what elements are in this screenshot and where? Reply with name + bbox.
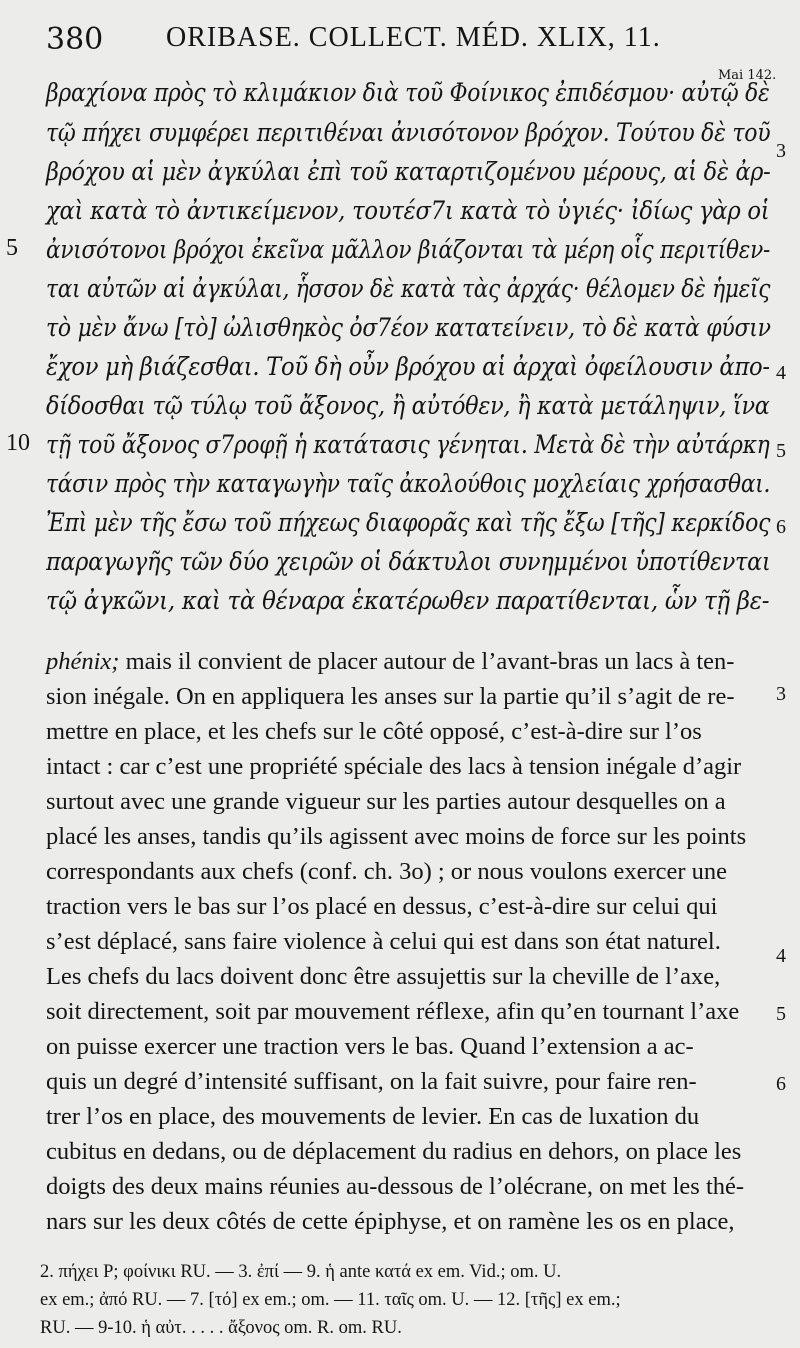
page-number: 380 <box>46 22 104 57</box>
line-number-right: 6 <box>776 516 786 538</box>
french-italic-word: phénix; <box>46 648 120 675</box>
french-line: nars sur les deux côtés de cette épiphyse, et on ramène les os en place, <box>46 1208 735 1235</box>
french-line: on puisse exercer une traction vers le bas. Quand l’extension a ac- <box>46 1033 694 1060</box>
french-line: Les chefs du lacs doivent donc être assujettis sur la cheville de l’axe, <box>46 963 721 990</box>
line-number-right: 4 <box>776 362 786 384</box>
line-number-left: 10 <box>6 430 30 456</box>
line-number-left: 5 <box>6 235 18 261</box>
margin-note: Mai 142. <box>718 68 777 83</box>
french-line: surtout avec une grande vigueur sur les parties autour desquelles on a <box>46 788 726 815</box>
greek-line: παραγωγῆς τῶν δύο χειρῶν οἱ δάκτυλοι συνημμένοι ὑποτίθενται <box>46 547 771 576</box>
line-number-right: 3 <box>776 683 786 705</box>
french-line: trer l’os en place, des mouvements de levier. En cas de luxation du <box>46 1103 700 1130</box>
running-header <box>46 22 786 62</box>
greek-line: χαὶ κατὰ τὸ ἀντικείμενον, τουτέσ7ι κατὰ τὸ ὑγιές· ἰδίως γὰρ οἱ <box>46 196 770 225</box>
greek-line: βρόχου αἱ μὲν ἀγκύλαι ἐπὶ τοῦ καταρτιζομένου μέρους, αἱ δὲ ἀρ- <box>46 157 771 186</box>
french-line: quis un degré d’intensité suffisant, on la fait suivre, pour faire ren- <box>46 1068 697 1095</box>
greek-line: τῷ ἀγκῶνι, καὶ τὰ θέναρα ἑκατέρωθεν παρατίθενται, ὧν τῇ βε- <box>46 586 770 615</box>
french-line-text: mais il convient de placer autour de l’avant-bras un lacs à ten- <box>119 648 735 675</box>
greek-line: ται αὐτῶν αἱ ἀγκύλαι, ἧσσον δὲ κατὰ τὰς ἀρχάς· θέλομεν δὲ ἡμεῖς <box>46 274 771 303</box>
line-number-right: 6 <box>776 1073 786 1095</box>
french-line: intact : car c’est une propriété spéciale des lacs à tension inégale d’agir <box>46 753 742 780</box>
line-number-right: 3 <box>776 140 786 162</box>
french-line: cubitus en dedans, ou de déplacement du radius en dehors, on place les <box>46 1138 742 1165</box>
footnote-line: RU. — 9-10. ἡ αὐτ. . . . . ἄξονος om. R. om. RU. <box>40 1318 402 1338</box>
french-line: traction vers le bas sur l’os placé en dessus, c’est-à-dire sur celui qui <box>46 893 718 920</box>
greek-line: ἔχον μὴ βιάζεσθαι. Τοῦ δὴ οὖν βρόχου αἱ ἀρχαὶ ὀφείλουσιν ἀπο- <box>46 352 770 381</box>
greek-line: τῇ τοῦ ἄξονος σ7ροφῇ ἡ κατάτασις γένηται. Μετὰ δὲ τὴν αὐτάρκη <box>46 430 770 459</box>
footnote-line: ex em.; ἀπό RU. — 7. [τό] ex em.; om. — 11. ταῖς om. U. — 12. [τῆς] ex em.; <box>40 1290 621 1310</box>
greek-line: Ἐπὶ μὲν τῆς ἔσω τοῦ πήχεως διαφορᾶς καὶ τῆς ἔξω [τῆς] κερκίδος <box>46 508 771 537</box>
running-title: ORIBASE. COLLECT. MÉD. XLIX, 11. <box>166 22 661 53</box>
line-number-right: 5 <box>776 440 786 462</box>
french-line: placé les anses, tandis qu’ils agissent avec moins de force sur les points <box>46 823 747 850</box>
french-line: soit directement, soit par mouvement réflexe, afin qu’en tournant l’axe <box>46 998 740 1025</box>
footnote-line: 2. πήχει P; φοίνικι RU. — 3. ἐπί — 9. ἡ ante κατά ex em. Vid.; om. U. <box>40 1262 562 1282</box>
greek-line: τὸ μὲν ἄνω [τὸ] ὠλισθηκὸς ὀσ7έον κατατείνειν, τὸ δὲ κατὰ φύσιν <box>46 313 771 342</box>
french-line: sion inégale. On en appliquera les anses sur la partie qu’il s’agit de re- <box>46 683 735 710</box>
greek-line: δίδοσθαι τῷ τύλῳ τοῦ ἄξονος, ἢ αὐτόθεν, ἢ κατὰ μετάληψιν, ἵνα <box>46 391 770 420</box>
greek-line: τῷ πήχει συμφέρει περιτιθέναι ἀνισότονον βρόχον. Τούτου δὲ τοῦ <box>46 118 771 147</box>
french-line: doigts des deux mains réunies au-dessous de l’olécrane, on met les thé- <box>46 1173 745 1200</box>
line-number-right: 5 <box>776 1003 786 1025</box>
line-number-right: 4 <box>776 945 786 967</box>
greek-line: τάσιν πρὸς τὴν καταγωγὴν ταῖς ἀκολούθοις μοχλείαις χρήσασθαι. <box>46 469 771 498</box>
greek-line: βραχίονα πρὸς τὸ κλιμάκιον διὰ τοῦ Φοίνικος ἐπιδέσμου· αὐτῷ δὲ <box>46 78 770 107</box>
french-line <box>46 648 734 676</box>
french-line: mettre en place, et les chefs sur le côté opposé, c’est-à-dire sur l’os <box>46 718 702 745</box>
french-line: correspondants aux chefs (conf. ch. 3o) ; or nous voulons exercer une <box>46 858 728 885</box>
french-line: s’est déplacé, sans faire violence à celui qui est dans son état naturel. <box>46 928 721 955</box>
greek-line: ἀνισότονοι βρόχοι ἐκεῖνα μᾶλλον βιάζονται τὰ μέρη οἷς περιτίθεν- <box>46 235 771 264</box>
